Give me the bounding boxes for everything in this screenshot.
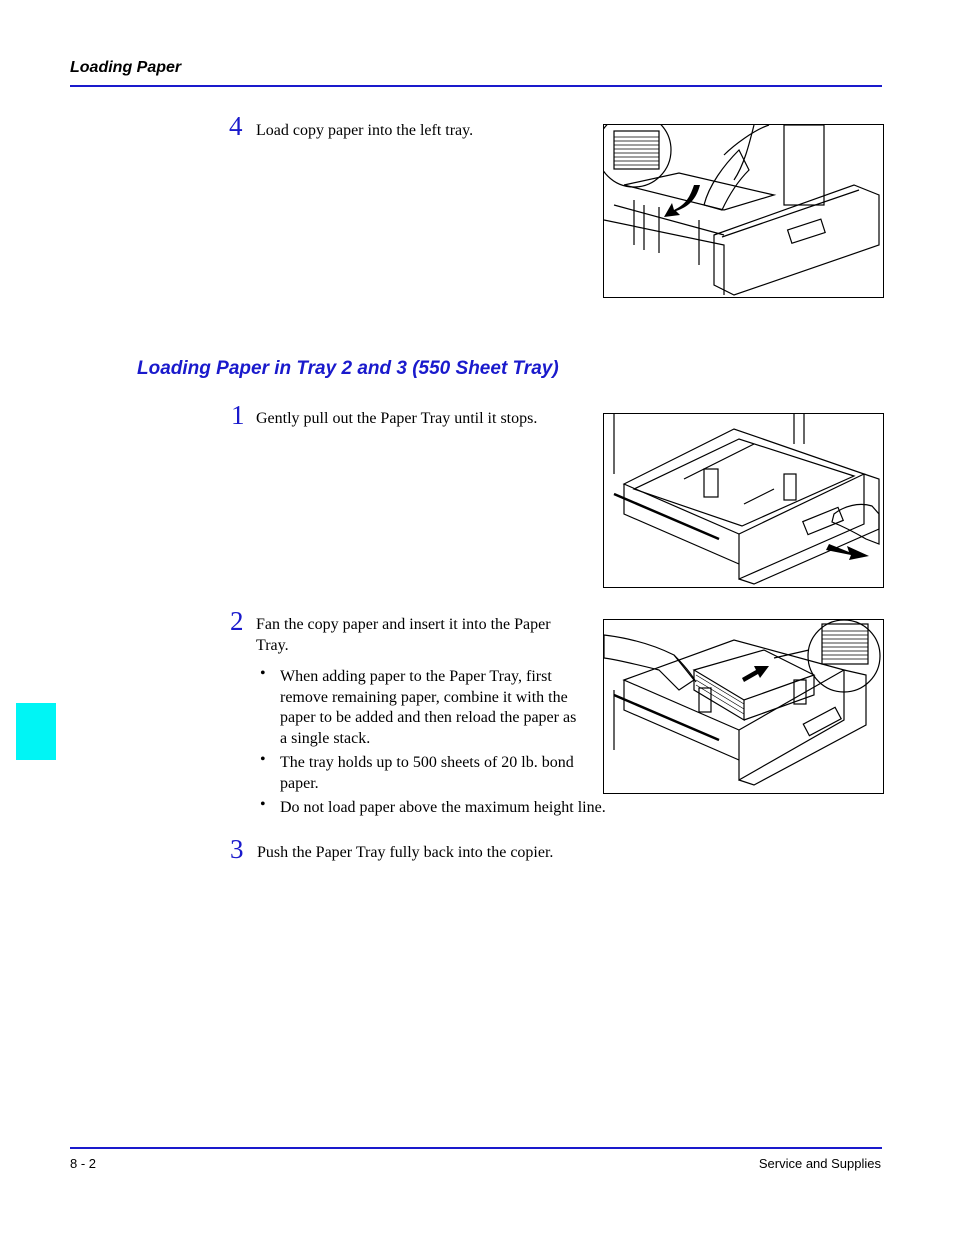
step-4-text: Load copy paper into the left tray.: [256, 122, 474, 139]
bullet-1-line4: a single stack.: [280, 730, 371, 747]
bullet-3-line1: Do not load paper above the maximum height line.: [280, 799, 606, 816]
bullet-2-line2: paper.: [280, 775, 319, 792]
bullet-marker: •: [260, 751, 266, 768]
figure-pull-out-tray: [603, 413, 884, 588]
bullet-marker: •: [260, 665, 266, 682]
step-4-number: 4: [229, 111, 243, 141]
section-title: Loading Paper in Tray 2 and 3 (550 Sheet Tray): [137, 358, 559, 379]
step-3-text: Push the Paper Tray fully back into the copier.: [257, 844, 554, 861]
footer-page-number: 8 - 2: [70, 1156, 97, 1171]
bullet-1-line3: paper to be added and then reload the paper as: [280, 709, 577, 726]
step-2-number: 2: [230, 606, 244, 636]
figure-insert-paper: [603, 619, 884, 794]
bullet-1-line2: remove remaining paper, combine it with the: [280, 689, 568, 706]
illustration-left-tray: [604, 125, 882, 296]
step-1-text: Gently pull out the Paper Tray until it stops.: [256, 410, 538, 427]
figure-load-left-tray: [603, 124, 884, 298]
step-2-text-line1: Fan the copy paper and insert it into the Paper: [256, 616, 551, 633]
illustration-pull-out-tray: [604, 414, 882, 586]
bullet-marker: •: [260, 796, 266, 813]
bullet-2-line1: The tray holds up to 500 sheets of 20 lb. bond: [280, 754, 574, 771]
footer-chapter-name: Service and Supplies: [758, 1156, 881, 1171]
step-2-text-line2: Tray.: [256, 637, 289, 654]
bullet-1-line1: When adding paper to the Paper Tray, first: [280, 668, 552, 685]
footer-rule: [70, 1147, 882, 1149]
chapter-side-tab: [16, 703, 56, 760]
step-1-number: 1: [231, 400, 245, 430]
header-rule: [70, 85, 882, 87]
running-header-title: Loading Paper: [70, 59, 182, 76]
step-3-number: 3: [230, 834, 244, 864]
illustration-insert-paper: [604, 620, 882, 792]
